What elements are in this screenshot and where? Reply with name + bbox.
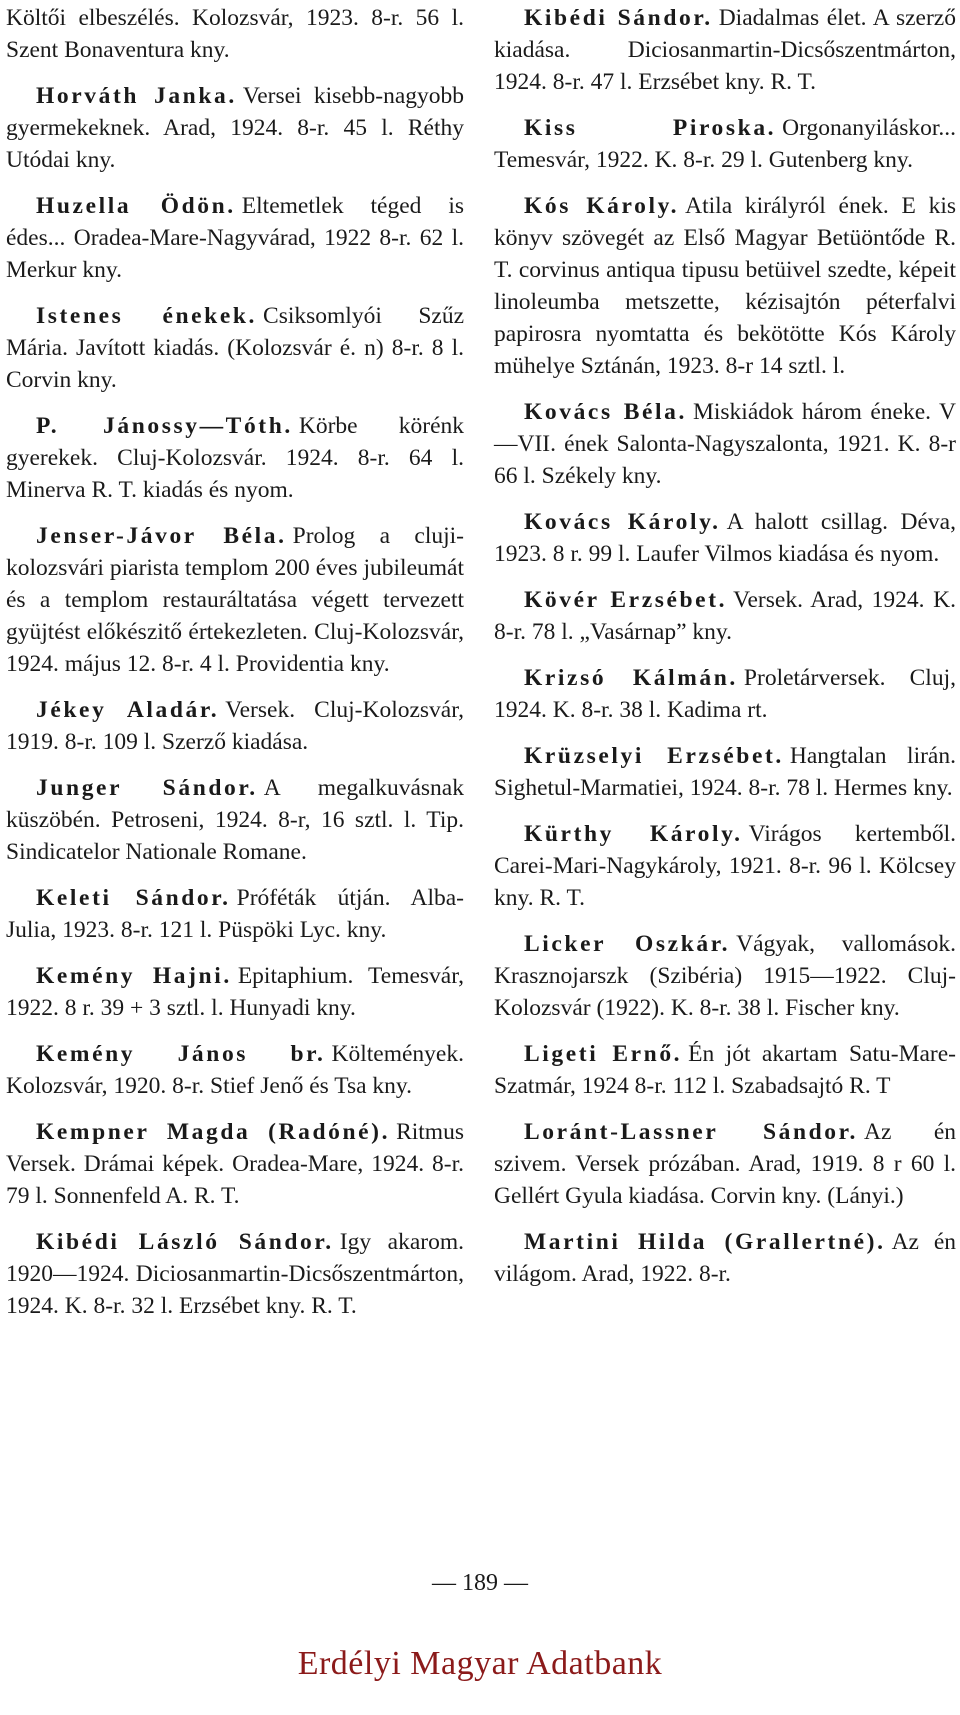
entry-author: Kövér Erzsébet. (524, 587, 728, 613)
entry-author: P. Jánossy—Tóth. (36, 413, 293, 439)
bib-entry (494, 584, 956, 648)
entry-text: Orgonanyiláskor... Temesvár, 1922. K. 8-r. 29 l. Gutenberg kny. (494, 115, 956, 173)
bib-entry (6, 410, 464, 506)
entry-author: Martini Hilda (Grallertné). (524, 1229, 886, 1255)
entry-text: Vágyak, vallomások. Krasznojarszk (Szibéria) 1915—1922. Cluj-Kolozsvár (1922). K. 8-r. 38 l. Fischer kny. (494, 931, 956, 1021)
entry-text: Prolog a cluji-kolozsvári piarista templom 200 éves jubileumát és a templom restauráltatása végett tervezett gyüjtést előkészitő értekezleten. Cluj-Kolozsvár, 1924. május 12. 8-r. 4 l. Providentia kny. (6, 523, 465, 677)
bib-entry (6, 694, 464, 758)
bib-entry (6, 300, 464, 396)
entry-text: Körbe körénk gyerekek. Cluj-Kolozsvár. 1924. 8-r. 64 l. Minerva R. T. kiadás és nyom. (6, 413, 464, 503)
entry-author: Kibédi Sándor. (524, 5, 713, 31)
entry-text: Ritmus Versek. Drámai képek. Oradea-Mare, 1924. 8-r. 79 l. Sonnenfeld A. R. T. (6, 1119, 464, 1209)
entry-text: Csiksomlyói Szűz Mária. Javított kiadás. (Kolozsvár é. n) 8-r. 8 l. Corvin kny. (6, 303, 464, 393)
bib-entry (494, 818, 956, 914)
entry-author: Kovács Béla. (524, 399, 687, 425)
page-number: — 189 — (432, 1570, 528, 1596)
entry-author: Ligeti Ernő. (524, 1041, 683, 1067)
entry-text: Az én szivem. Versek prózában. Arad, 1919. 8 r 60 l. Gellért Gyula kiadása. Corvin kny. (Lányi.) (494, 1119, 956, 1209)
entry-text: Igy akarom. 1920—1924. Diciosanmartin-Dicsőszentmárton, 1924. K. 8-r. 32 l. Erzsébet kny. R. T. (6, 1229, 464, 1319)
left-column (6, 0, 464, 1336)
bib-entry (494, 506, 956, 570)
bib-entry (494, 662, 956, 726)
entry-author: Krüzselyi Erzsébet. (524, 743, 784, 769)
entry-author: Horváth Janka. (36, 83, 237, 109)
bib-entry (6, 2, 464, 66)
entry-author: Junger Sándor. (36, 775, 258, 801)
entry-text: Én jót akartam Satu-Mare-Szatmár, 1924 8-r. 112 l. Szabadsajtó R. T (494, 1041, 956, 1099)
entry-text: Költői elbeszélés. Kolozsvár, 1923. 8-r. 56 l. Szent Bonaventura kny. (6, 5, 464, 63)
entry-text: Versek. Arad, 1924. K. 8-r. 78 l. „Vasárnap” kny. (494, 587, 956, 645)
bib-entry (494, 190, 956, 382)
bib-entry (494, 1226, 956, 1290)
bib-entry (6, 190, 464, 286)
entry-text: Költemények. Kolozsvár, 1920. 8-r. Stief Jenő és Tsa kny. (6, 1041, 464, 1099)
right-column (494, 0, 956, 1304)
entry-author: Istenes énekek. (36, 303, 258, 329)
bib-entry (494, 112, 956, 176)
entry-text: Versek. Cluj-Kolozsvár, 1919. 8-r. 109 l. Szerző kiadása. (6, 697, 464, 755)
entry-author: Keleti Sándor. (36, 885, 231, 911)
entry-author: Licker Oszkár. (524, 931, 731, 957)
bib-entry (494, 396, 956, 492)
entry-author: Loránt-Lassner Sándor. (524, 1119, 859, 1145)
entry-text: Diadalmas élet. A szerző kiadása. Diciosanmartin-Dicsőszentmárton, 1924. 8-r. 47 l. Erzsébet kny. R. T. (494, 5, 956, 95)
entry-text: Próféták útján. Alba-Julia, 1923. 8-r. 121 l. Püspöki Lyc. kny. (6, 885, 464, 943)
entry-text: A halott csillag. Déva, 1923. 8 r. 99 l. Laufer Vilmos kiadása és nyom. (494, 509, 956, 567)
entry-author: Krizsó Kálmán. (524, 665, 738, 691)
bib-entry (494, 740, 956, 804)
bib-entry (494, 2, 956, 98)
bib-entry (6, 772, 464, 868)
bib-entry (494, 1038, 956, 1102)
entry-author: Jékey Aladár. (36, 697, 220, 723)
bib-entry (6, 1116, 464, 1212)
entry-text: Proletárversek. Cluj, 1924. K. 8-r. 38 l. Kadima rt. (494, 665, 956, 723)
entry-text: Virágos kertemből. Carei-Mari-Nagykároly, 1921. 8-r. 96 l. Kölcsey kny. R. T. (494, 821, 957, 911)
bib-entry (494, 1116, 956, 1212)
bib-entry (6, 1226, 464, 1322)
entry-author: Kibédi László Sándor. (36, 1229, 334, 1255)
entry-author: Kempner Magda (Radóné). (36, 1119, 391, 1145)
entry-text: Epitaphium. Temesvár, 1922. 8 r. 39 + 3 sztl. l. Hunyadi kny. (6, 963, 464, 1021)
bib-entry (6, 80, 464, 176)
entry-text: Az én világom. Arad, 1922. 8-r. (494, 1229, 956, 1287)
bib-entry (6, 882, 464, 946)
entry-author: Kovács Károly. (524, 509, 721, 535)
bib-entry (6, 520, 464, 680)
footer-watermark: Erdélyi Magyar Adatbank (297, 1645, 663, 1682)
entry-text: Miskiádok három éneke. V—VII. ének Salonta-Nagyszalonta, 1921. K. 8-r 66 l. Székely kny. (494, 399, 956, 489)
entry-text: A megalkuvásnak küszöbén. Petroseni, 1924. 8-r, 16 sztl. l. Tip. Sindicatelor Nationale Romane. (6, 775, 464, 865)
bib-entry (6, 1038, 464, 1102)
entry-text: Eltemetlek téged is édes... Oradea-Mare-Nagyvárad, 1922 8-r. 62 l. Merkur kny. (6, 193, 464, 283)
entry-author: Huzella Ödön. (36, 193, 236, 219)
entry-author: Kós Károly. (524, 193, 680, 219)
entry-author: Kemény János br. (36, 1041, 326, 1067)
entry-text: Versei kisebb-nagyobb gyermekeknek. Arad, 1924. 8-r. 45 l. Réthy Utódai kny. (6, 83, 464, 173)
entry-author: Kürthy Károly. (524, 821, 743, 847)
entry-author: Kemény Hajni. (36, 963, 232, 989)
entry-text: Atila királyról ének. E kis könyv szövegét az Első Magyar Betüöntőde R. T. corvinus antiqua tipusu betüivel szedte, képeit linoleumba metszette, kézisajtón péterfalvi papirosra nyomtatta és bekötötte Kós Károly mühelye Sztánán, 1923. 8-r 14 sztl. l. (494, 193, 956, 379)
bib-entry (6, 960, 464, 1024)
entry-text: Hangtalan lirán. Sighetul-Marmatiei, 1924. 8-r. 78 l. Hermes kny. (494, 743, 956, 801)
bib-entry (494, 928, 956, 1024)
entry-author: Jenser-Jávor Béla. (36, 523, 287, 549)
entry-author: Kiss Piroska. (524, 115, 777, 141)
